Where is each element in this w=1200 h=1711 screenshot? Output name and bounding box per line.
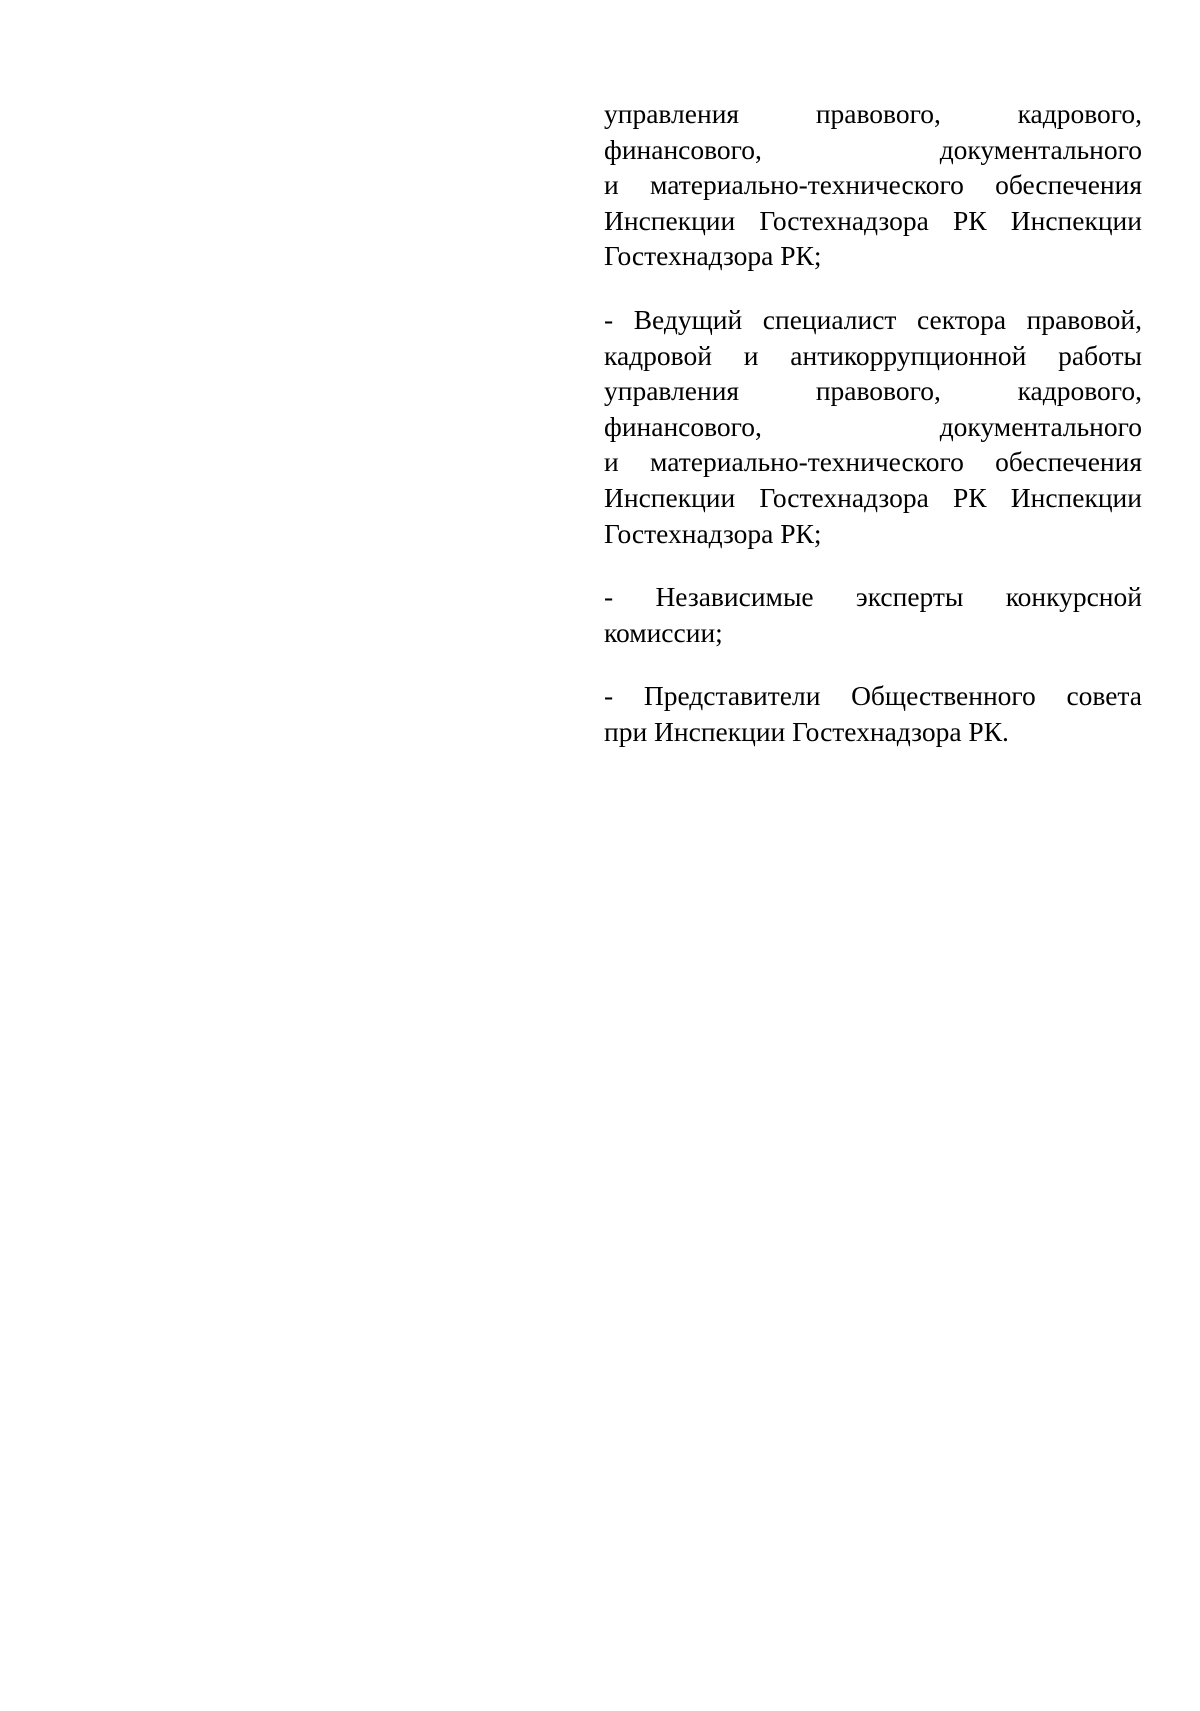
text-line: - Представители Общественного совета bbox=[604, 680, 1142, 712]
text-line: - Независимые эксперты конкурсной bbox=[604, 581, 1142, 613]
text-line: - Ведущий специалист сектора правовой, bbox=[604, 303, 1142, 335]
text-line: управления правового, кадрового, bbox=[604, 98, 1142, 129]
paragraph-leading-specialist bbox=[604, 302, 1142, 551]
text-line: Инспекции Гостехнадзора РК Инспекции bbox=[604, 204, 1142, 236]
text-column bbox=[604, 96, 1142, 778]
text-line: Гостехнадзора РК; bbox=[604, 240, 822, 272]
text-line: финансового, документального bbox=[604, 410, 1142, 442]
text-line: и материально-технического обеспечения bbox=[604, 169, 1142, 201]
text-line: Гостехнадзора РК; bbox=[604, 517, 822, 549]
paragraph-independent-experts bbox=[604, 579, 1142, 650]
text-line: кадровой и антикоррупционной работы bbox=[604, 339, 1142, 371]
text-line: управления правового, кадрового, bbox=[604, 375, 1142, 407]
text-line: и материально-технического обеспечения bbox=[604, 446, 1142, 478]
text-line: финансового, документального bbox=[604, 133, 1142, 165]
text-line: при Инспекции Гостехнадзора РК. bbox=[604, 715, 1009, 747]
paragraph-management-department bbox=[604, 96, 1142, 274]
text-line: Инспекции Гостехнадзора РК Инспекции bbox=[604, 481, 1142, 513]
text-line: комиссии; bbox=[604, 616, 723, 648]
paragraph-public-council bbox=[604, 678, 1142, 749]
